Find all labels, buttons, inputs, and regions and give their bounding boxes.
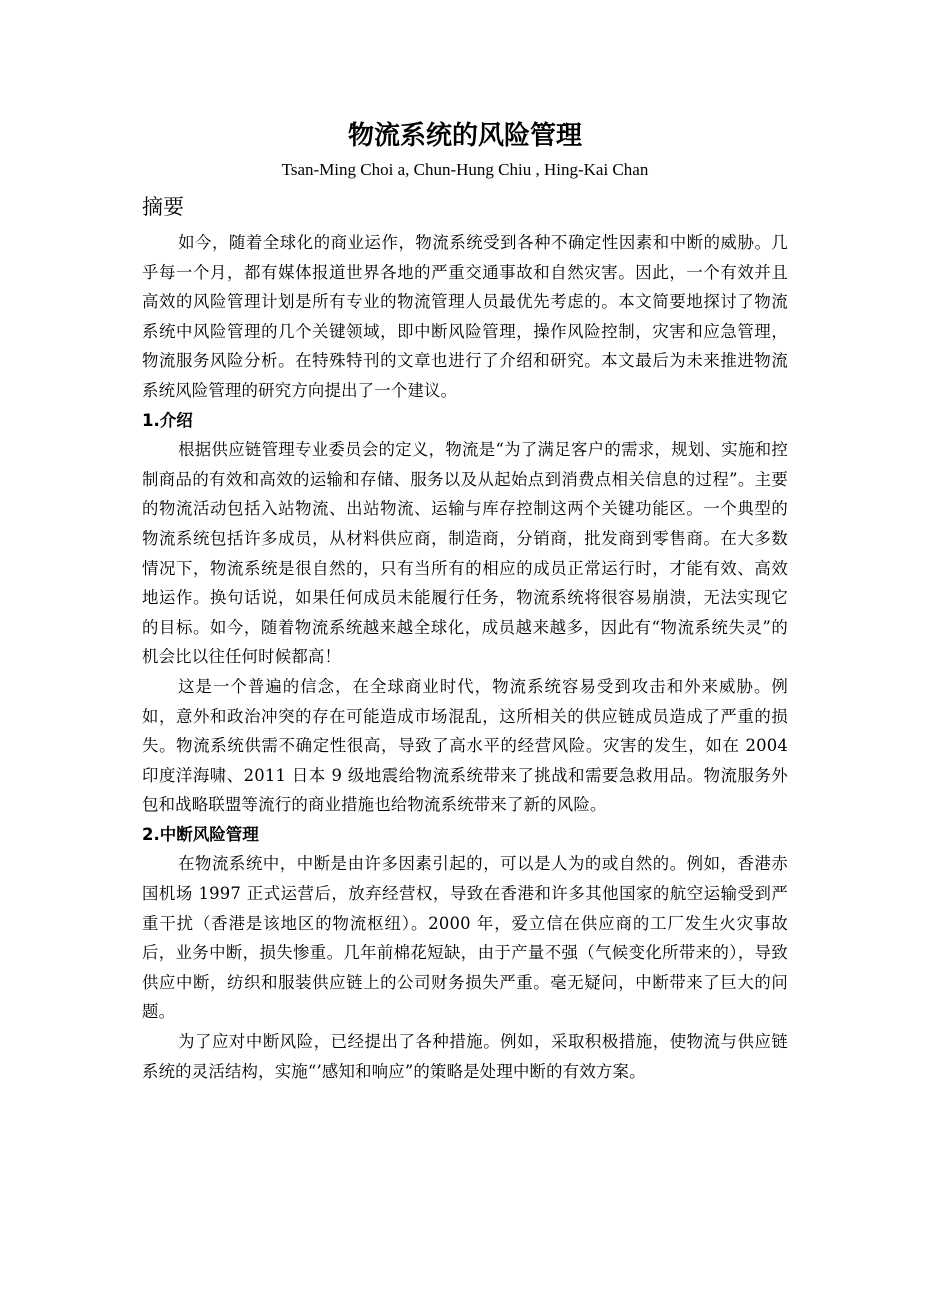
body-paragraph: 为了应对中断风险，已经提出了各种措施。例如，采取积极措施，使物流与供应链系统的灵活结构，实施“’感知和响应”的策略是处理中断的有效方案。 xyxy=(142,1032,788,1081)
section-disruption-risk xyxy=(142,820,788,1086)
abstract-paragraph: 如今，随着全球化的商业运作，物流系统受到各种不确定性因素和中断的威胁。几乎每一个月，都有媒体报道世界各地的严重交通事故和自然灾害。因此，一个有效并且高效的风险管理计划是所有专业的物流管理人员最优先考虑的。本文简要地探讨了物流系统中风险管理的几个关键领域，即中断风险管理，操作风险控制，灾害和应急管理，物流服务风险分析。在特殊特刊的文章也进行了介绍和研究。本文最后为未来推进物流系统风险管理的研究方向提出了一个建议。 xyxy=(142,233,788,400)
body-paragraph: 这是一个普遍的信念，在全球商业时代，物流系统容易受到攻击和外来威胁。例如，意外和政治冲突的存在可能造成市场混乱，这所相关的供应链成员造成了严重的损失。物流系统供需不确定性很高，导致了高水平的经营风险。灾害的发生，如在 2004 印度洋海啸、2011 日本 9 级地震给物流系统带来了挑战和需要急救用品。物流服务外包和战略联盟等流行的商业措施也给物流系统带来了新的风险。 xyxy=(142,676,788,815)
document-page xyxy=(142,118,788,1086)
abstract-heading: 摘要 xyxy=(142,195,184,219)
author-list: Tsan-Ming Choi a, Chun-Hung Chiu , Hing-Kai Chan xyxy=(281,160,649,179)
section-introduction xyxy=(142,406,788,820)
section-heading: 1.介绍 xyxy=(142,410,193,430)
body-paragraph: 根据供应链管理专业委员会的定义，物流是“为了满足客户的需求，规划、实施和控制商品的有效和高效的运输和存储、服务以及从起始点到消费点相关信息的过程”。主要的物流活动包括入站物流、出站物流、运输与库存控制这两个关键功能区。一个典型的物流系统包括许多成员，从材料供应商，制造商，分销商，批发商到零售商。在大多数情况下，物流系统是很自然的，只有当所有的相应的成员正常运行时，才能有效、高效地运作。换句话说，如果任何成员未能履行任务，物流系统将很容易崩溃，无法实现它的目标。如今，随着物流系统越来越全球化，成员越来越多，因此有“物流系统失灵”的机会比以往任何时候都高！ xyxy=(142,440,788,667)
document-title: 物流系统的风险管理 xyxy=(347,121,582,151)
section-heading: 2.中断风险管理 xyxy=(142,824,259,844)
body-paragraph: 在物流系统中，中断是由许多因素引起的，可以是人为的或自然的。例如，香港赤国机场 1997 正式运营后，放弃经营权，导致在香港和许多其他国家的航空运输受到严重干扰（香港是该地区的物流枢纽）。2000 年，爱立信在供应商的工厂发生火灾事故后，业务中断，损失惨重。几年前棉花短缺，由于产量不强（气候变化所带来的），导致供应中断，纺织和服装供应链上的公司财务损失严重。毫无疑问，中断带来了巨大的问题。 xyxy=(142,854,788,1022)
